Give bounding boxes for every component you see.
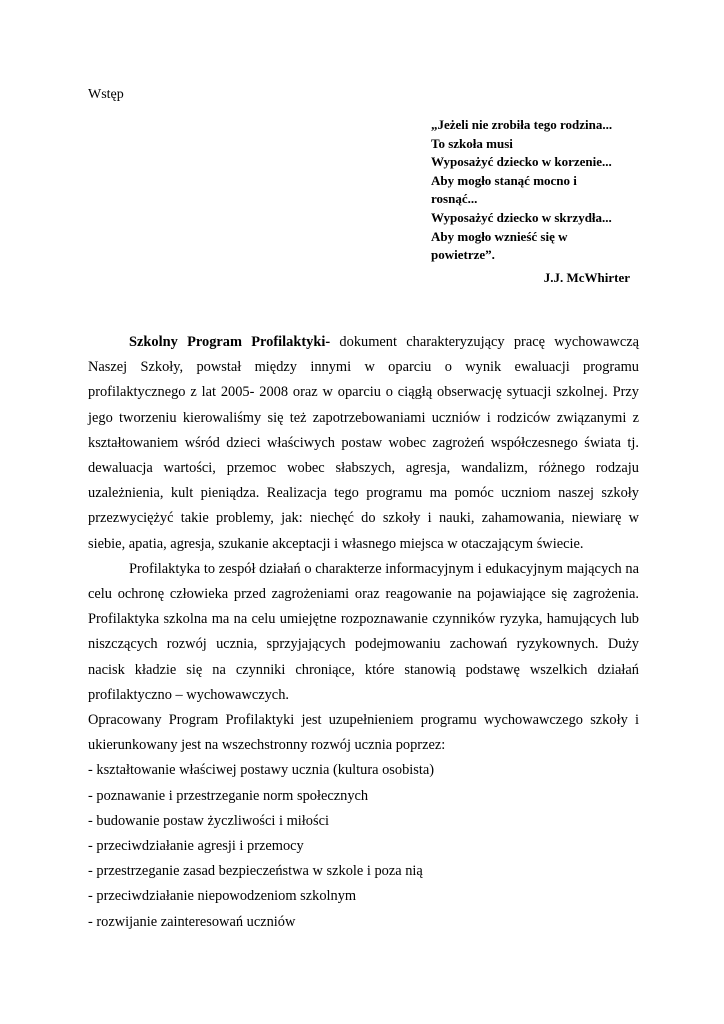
list-item: - przeciwdziałanie niepowodzeniom szkolnym [88,888,357,905]
motto-author: J.J. McWhirter [543,270,630,285]
motto-line: rosnąć... [431,191,478,207]
paragraph-goals: Opracowany Program Profilaktyki jest uzupełnieniem programu wychowawczego szkoły i ukierunkowany jest na wszechstronny rozwój ucznia poprzez: [88,712,639,754]
list-item: - rozwijanie zainteresowań uczniów [88,913,296,930]
motto-line: Aby mogło stanąć mocno i [431,172,577,188]
list-item: - przestrzeganie zasad bezpieczeństwa w szkole i poza nią [88,863,423,880]
motto-line: Aby mogło wznieść się w [431,228,568,244]
motto-line: powietrze”. [431,247,495,263]
motto-line: Wyposażyć dziecko w skrzydła... [431,209,612,225]
list-item: - poznawanie i przestrzeganie norm społecznych [88,787,369,804]
list-item: - budowanie postaw życzliwości i miłości [88,812,329,829]
motto-line: To szkoła musi [431,135,513,151]
motto-line: Wyposażyć dziecko w korzenie... [431,154,612,170]
program-name: Szkolny Program Profilaktyki- [129,334,331,350]
section-heading: Wstęp [88,87,124,102]
list-item: - kształtowanie właściwej postawy ucznia (kultura osobista) [88,762,435,779]
paragraph-definition: Profilaktyka to zespół działań o charakterze informacyjnym i edukacyjnym mających na celu ochronę człowieka przed zagrożeniami oraz reagowanie na pojawiające się zagrożenia. Profilaktyka szkolna ma na celu umiejętne rozpoznawanie czynników ryzyka, hamujących lub niszczących rozwój ucznia, sprzyjających podejmowaniu zachowań ryzykownych. Duży nacisk kładzie się na czynniki chroniące, które stanowią podstawę wszelkich działań profilaktyczno – wychowawczych. [88,560,639,703]
motto-line: „Jeżeli nie zrobiła tego rodzina... [431,117,613,132]
paragraph-intro [88,330,639,557]
list-item: - przeciwdziałanie agresji i przemocy [88,838,304,855]
motto-quote [431,116,631,265]
paragraph-intro-text: dokument charakteryzujący pracę wychowawczą Naszej Szkoły, powstał między innymi w oparciu o wynik ewaluacji programu profilaktycznego z lat 2005- 2008 oraz w oparciu o ciągłą obserwację sytuacji szkolnej. Przy jego tworzeniu kierowaliśmy się też zapotrzebowaniami uczniów i rodziców związanymi z kształtowaniem wśród dzieci właściwych postaw wobec zagrożeń współczesnego świata tj. dewaluacja wartości, przemoc wobec słabszych, agresja, wandalizm, różnego rodzaju uzależnienia, kult pieniądza. Realizacja tego programu ma pomóc uczniom naszej szkoły przezwyciężyć takie problemy, jak: niechęć do szkoły i nauki, zahamowania, niewiarę w siebie, apatia, agresja, szukanie akceptacji i własnego miejsca w otaczającym świecie. [88,334,639,552]
goals-list [88,758,639,934]
document-body [88,330,639,935]
